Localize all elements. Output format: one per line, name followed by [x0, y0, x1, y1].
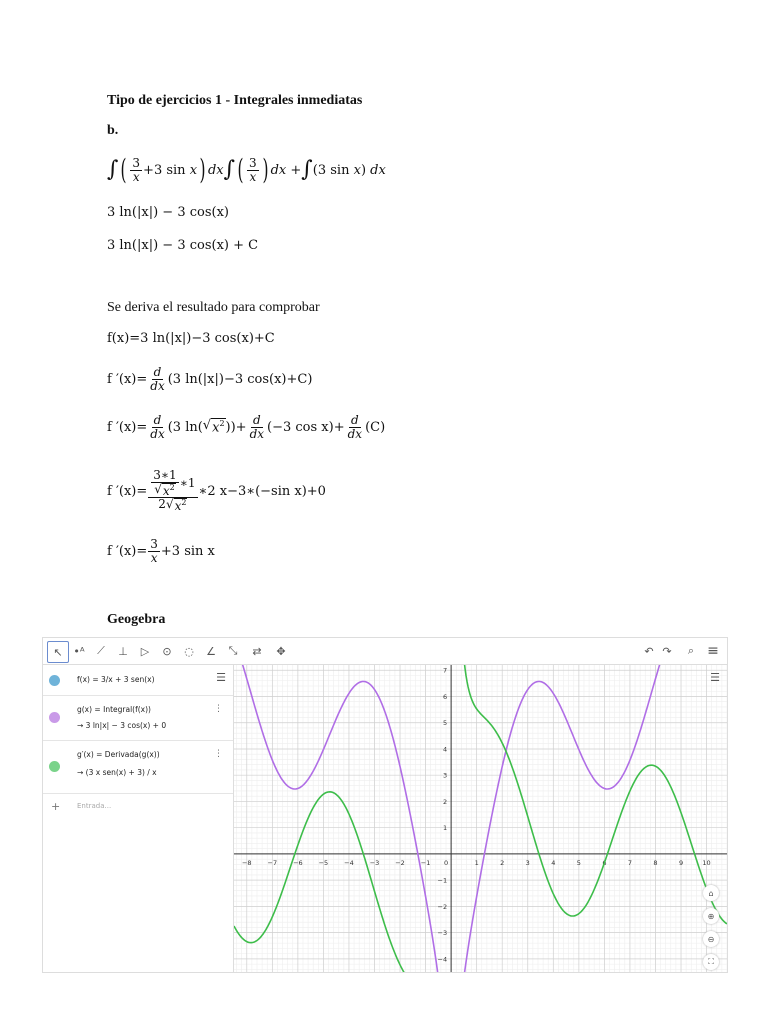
x-tick-label: 0	[444, 858, 449, 867]
x-tick-label: −4	[344, 858, 354, 867]
differential: dx	[207, 162, 224, 178]
geogebra-toolbar	[43, 638, 727, 665]
perpendicular-tool-icon[interactable]: ⊥	[118, 644, 128, 658]
x-tick-label: −8	[241, 858, 252, 867]
derivative-line-2	[107, 410, 385, 444]
more-options-icon[interactable]: ⋮	[214, 704, 223, 714]
menu-icon[interactable]: ≡	[707, 643, 719, 659]
y-tick-label: −3	[437, 929, 448, 938]
math-term: 2	[158, 497, 166, 512]
graphics-style-icon[interactable]: ☰	[710, 670, 720, 684]
y-tick-label: 5	[442, 719, 448, 728]
math-term: ∗1	[179, 475, 196, 490]
math-rhs: +3 sin x	[160, 543, 215, 559]
radicand: x	[162, 483, 170, 498]
curve-g	[234, 665, 448, 972]
integral-result-line: 3 ln(|x|) − 3 cos(x)	[107, 205, 229, 220]
fraction-numerator: d	[153, 364, 162, 379]
differential: dx	[370, 162, 386, 178]
expression-f[interactable]: f(x) = 3/x + 3 sen(x)	[77, 675, 155, 684]
fraction-numerator: 3	[132, 155, 141, 170]
math-lhs: f ′(x)=	[107, 371, 148, 387]
expression-gprime[interactable]: g′(x) = Derivada(g(x))	[77, 750, 160, 759]
visibility-toggle-g[interactable]	[49, 712, 60, 723]
geogebra-heading: Geogebra	[107, 612, 166, 627]
graph-canvas[interactable]	[234, 665, 727, 972]
fraction-denominator: x	[132, 169, 140, 184]
x-tick-label: 8	[653, 858, 658, 867]
y-tick-label: 3	[442, 771, 448, 780]
integral-result-constant-line: 3 ln(|x|) − 3 cos(x) + C	[107, 238, 259, 253]
y-tick-label: 6	[442, 692, 448, 701]
sqrt: √ $x^2$	[202, 418, 225, 436]
x-tick-label: 2	[500, 858, 505, 867]
math-paren: )	[360, 162, 367, 178]
y-tick-label: 7	[442, 666, 448, 675]
curve-gprime	[460, 665, 727, 924]
zoom-in-icon[interactable]: ⊕	[703, 908, 719, 924]
algebra-view	[43, 665, 234, 972]
line-tool-icon[interactable]: ⟋	[97, 644, 105, 657]
home-icon[interactable]: ⌂	[703, 885, 719, 901]
add-icon[interactable]: +	[51, 800, 61, 813]
x-tick-label: −3	[369, 858, 380, 867]
algebra-row-g[interactable]	[43, 696, 233, 741]
math-rhs: (3 ln(|x|)−3 cos(x)+C)	[167, 371, 313, 387]
fraction-numerator: d	[252, 412, 261, 427]
y-tick-label: 1	[442, 824, 448, 833]
math-lhs: f ′(x)=	[107, 483, 148, 499]
function-definition-line: f(x)=3 ln(|x|)−3 cos(x)+C	[107, 331, 275, 346]
radicand: x	[174, 499, 182, 514]
radicand: x	[212, 420, 220, 436]
reflect-tool-icon[interactable]: ⤡	[228, 644, 238, 657]
undo-icon[interactable]: ↶	[644, 644, 654, 658]
fraction-numerator: 3	[249, 155, 257, 170]
x-tick-label: 9	[678, 858, 684, 867]
math-term: (−3 cos x)+	[267, 419, 345, 435]
x-tick-label: −7	[267, 858, 278, 867]
fraction-numerator: 3	[150, 536, 158, 551]
y-tick-label: −1	[437, 876, 448, 885]
math-variable: x	[353, 162, 361, 178]
differential: dx +	[270, 162, 302, 178]
fraction-numerator: d	[350, 412, 359, 427]
fullscreen-icon[interactable]: ⛶	[703, 954, 719, 970]
math-lhs: f ′(x)=	[107, 543, 148, 559]
algebra-input[interactable]: Entrada...	[77, 802, 112, 810]
angle-tool-icon[interactable]: ∠	[206, 644, 216, 658]
x-tick-label: −2	[395, 858, 405, 867]
math-term: +3 sin	[143, 162, 186, 178]
graphics-view[interactable]	[234, 665, 727, 972]
zoom-out-icon[interactable]: ⊖	[703, 931, 719, 947]
integral-sign: ∫	[107, 157, 119, 182]
inner-numerator: 3∗1	[153, 468, 177, 483]
x-tick-label: −5	[318, 858, 329, 867]
x-tick-label: 6	[602, 858, 607, 867]
derivative-line-3: f ′(x)= 3∗1 √ $x^2$ ∗1 2√ $x^2$ ∗2 x−3∗(−sin x)+0	[107, 468, 326, 514]
document-title: Tipo de ejercicios 1 - Integrales inmediatas	[107, 93, 363, 108]
fraction-numerator: d	[153, 412, 162, 427]
visibility-toggle-f[interactable]	[49, 675, 60, 686]
circle-three-points-icon[interactable]: ◌	[184, 644, 194, 658]
integral-split-line: ∫ ( $\frac{3}{x}$ +3 sin x ) dx ∫ ( $\frac{3}{x}$ ) dx + ∫ (3 sin x ) dx	[107, 153, 386, 186]
fraction-denominator: dx	[249, 426, 265, 441]
move-tool-icon[interactable]: ↖	[47, 641, 69, 663]
fraction-denominator: dx	[347, 426, 363, 441]
polygon-tool-icon[interactable]: ▷	[140, 644, 150, 658]
expression-g[interactable]: g(x) = Integral(f(x))	[77, 705, 151, 714]
redo-icon[interactable]: ↷	[662, 644, 672, 658]
x-tick-label: 5	[576, 858, 581, 867]
x-tick-label: 4	[551, 858, 556, 867]
point-tool-icon[interactable]: •ᴬ	[73, 644, 85, 658]
fraction-denominator: dx	[150, 378, 165, 393]
y-tick-label: −2	[437, 902, 448, 911]
algebra-input-row[interactable]	[43, 794, 233, 820]
math-term: (3 sin	[312, 162, 350, 178]
derivative-final-line	[107, 534, 215, 568]
curve-gprime	[234, 792, 438, 972]
y-tick-label: 2	[442, 797, 448, 806]
derivative-line-1	[107, 362, 312, 396]
x-tick-label: 3	[525, 858, 530, 867]
curve-g	[457, 665, 727, 972]
x-tick-label: −6	[293, 858, 303, 867]
search-icon[interactable]: ⌕	[687, 644, 695, 657]
slider-tool-icon[interactable]: ⇄	[252, 644, 262, 658]
geogebra-applet[interactable]	[42, 637, 728, 973]
y-tick-label: 4	[442, 745, 448, 754]
x-tick-label: −1	[420, 858, 431, 867]
part-label: b.	[107, 123, 119, 138]
fraction-denominator: dx	[150, 426, 165, 441]
x-tick-label: 1	[474, 858, 479, 867]
x-tick-label: 7	[627, 858, 633, 867]
math-lhs: f ′(x)=	[107, 419, 148, 435]
result-gprime: → (3 x sen(x) + 3) / x	[77, 768, 157, 777]
more-options-icon[interactable]: ⋮	[214, 749, 223, 759]
math-term: (3 ln(	[167, 419, 203, 435]
result-g: → 3 ln|x| − 3 cos(x) + 0	[77, 721, 167, 730]
move-view-icon[interactable]: ✥	[276, 644, 286, 658]
math-variable: x	[189, 162, 198, 178]
algebra-row-gprime[interactable]	[43, 741, 233, 794]
fraction-denominator: x	[150, 550, 158, 565]
math-term: ))+	[225, 419, 247, 435]
fraction-denominator: x	[249, 169, 257, 184]
visibility-toggle-gprime[interactable]	[49, 761, 60, 772]
derive-intro-text: Se deriva el resultado para comprobar	[107, 300, 320, 315]
algebra-row-f[interactable]	[43, 665, 233, 696]
math-rhs: ∗2 x−3∗(−sin x)+0	[198, 483, 326, 499]
math-term: (C)	[365, 419, 386, 435]
algebra-style-icon[interactable]: ☰	[216, 670, 226, 684]
y-tick-label: −4	[437, 955, 448, 964]
x-tick-label: 10	[702, 858, 711, 867]
circle-tool-icon[interactable]: ⊙	[162, 644, 172, 658]
